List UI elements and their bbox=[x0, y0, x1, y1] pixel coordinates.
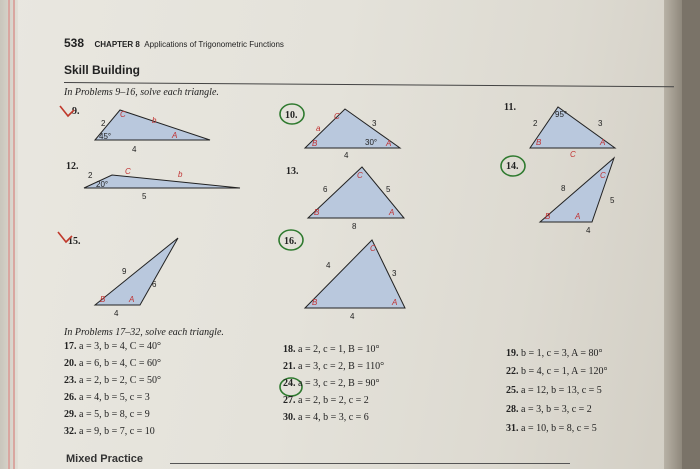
svg-text:b: b bbox=[178, 170, 183, 179]
triangle-9 bbox=[95, 110, 210, 154]
problem-20: 20. a = 6, b = 4, C = 60° bbox=[64, 358, 162, 369]
problem-23: 23. a = 2, b = 2, C = 50° bbox=[64, 375, 162, 386]
svg-text:A: A bbox=[575, 212, 581, 221]
circle-mark-icon bbox=[280, 104, 304, 124]
mixed-practice-rule bbox=[170, 463, 570, 464]
mixed-practice-heading: Mixed Practice bbox=[66, 453, 144, 465]
svg-text:B: B bbox=[545, 212, 551, 221]
triangle-11 bbox=[530, 107, 615, 159]
problem-22: 22. b = 4, c = 1, A = 120° bbox=[506, 366, 608, 377]
svg-text:B: B bbox=[100, 295, 106, 304]
svg-text:C: C bbox=[120, 110, 126, 119]
svg-text:A: A bbox=[129, 295, 135, 304]
svg-text:30°: 30° bbox=[365, 138, 378, 147]
svg-text:4: 4 bbox=[350, 312, 355, 321]
svg-text:C: C bbox=[357, 171, 363, 180]
svg-text:C: C bbox=[334, 112, 340, 121]
chapter-title: Applications of Trigonometric Functions bbox=[144, 40, 284, 49]
svg-text:6: 6 bbox=[152, 280, 157, 289]
svg-text:2: 2 bbox=[88, 171, 93, 180]
triangle-12 bbox=[84, 167, 240, 201]
svg-text:B: B bbox=[312, 139, 318, 148]
svg-text:C: C bbox=[370, 244, 376, 253]
chapter-label: CHAPTER 8 bbox=[94, 40, 140, 49]
svg-text:b: b bbox=[152, 116, 157, 125]
problem-label-10: 10. bbox=[285, 110, 298, 121]
svg-text:5: 5 bbox=[142, 192, 147, 201]
svg-text:3: 3 bbox=[598, 119, 603, 128]
problem-26: 26. a = 4, b = 5, c = 3 bbox=[64, 392, 150, 403]
instructions-9-16: In Problems 9–16, solve each triangle. bbox=[64, 87, 219, 98]
problem-25: 25. a = 12, b = 13, c = 5 bbox=[506, 385, 602, 396]
svg-text:C: C bbox=[570, 150, 576, 159]
svg-text:2: 2 bbox=[533, 119, 538, 128]
problem-29: 29. a = 5, b = 8, c = 9 bbox=[64, 409, 150, 420]
section-title: Skill Building bbox=[64, 63, 141, 77]
svg-text:5: 5 bbox=[610, 196, 615, 205]
svg-text:4: 4 bbox=[344, 151, 349, 160]
problem-27: 27. a = 2, b = 2, c = 2 bbox=[283, 395, 369, 406]
svg-text:95°: 95° bbox=[555, 110, 568, 119]
svg-text:A: A bbox=[172, 131, 178, 140]
triangle-13 bbox=[308, 167, 404, 231]
problem-21: 21. a = 3, c = 2, B = 110° bbox=[283, 361, 385, 372]
svg-text:A: A bbox=[600, 138, 606, 147]
problem-label-12: 12. bbox=[66, 161, 79, 172]
problem-label-11: 11. bbox=[504, 102, 516, 113]
svg-text:2: 2 bbox=[101, 119, 106, 128]
svg-text:4: 4 bbox=[132, 145, 137, 154]
svg-text:8: 8 bbox=[352, 222, 357, 231]
problem-label-15: 15. bbox=[68, 236, 81, 247]
problem-24: 24. a = 3, c = 2, B = 90° bbox=[283, 378, 380, 389]
svg-text:3: 3 bbox=[392, 269, 397, 278]
svg-text:C: C bbox=[125, 167, 131, 176]
svg-text:A: A bbox=[389, 208, 395, 217]
check-mark-icon bbox=[60, 106, 74, 116]
check-mark-icon bbox=[58, 232, 72, 242]
triangle-16 bbox=[305, 240, 405, 321]
svg-text:9: 9 bbox=[122, 267, 127, 276]
problem-label-9: 9. bbox=[72, 106, 80, 117]
svg-text:A: A bbox=[392, 298, 398, 307]
problem-label-13: 13. bbox=[286, 166, 299, 177]
triangle-15 bbox=[95, 238, 178, 318]
svg-text:20°: 20° bbox=[96, 180, 109, 189]
svg-text:B: B bbox=[536, 138, 542, 147]
triangle-10 bbox=[305, 109, 400, 160]
triangle-14 bbox=[540, 158, 615, 235]
svg-text:B: B bbox=[312, 298, 318, 307]
problem-17: 17. a = 3, b = 4, C = 40° bbox=[64, 341, 162, 352]
problem-32: 32. a = 9, b = 7, c = 10 bbox=[64, 426, 155, 437]
instructions-17-32: In Problems 17–32, solve each triangle. bbox=[64, 327, 224, 338]
problem-28: 28. a = 3, b = 3, c = 2 bbox=[506, 404, 592, 415]
problem-19: 19. b = 1, c = 3, A = 80° bbox=[506, 348, 603, 359]
svg-text:4: 4 bbox=[586, 226, 591, 235]
svg-text:C: C bbox=[600, 171, 606, 180]
problem-label-14: 14. bbox=[506, 161, 519, 172]
problem-31: 31. a = 10, b = 8, c = 5 bbox=[506, 423, 597, 434]
svg-text:4: 4 bbox=[114, 309, 119, 318]
svg-text:B: B bbox=[314, 208, 320, 217]
svg-text:4: 4 bbox=[326, 261, 331, 270]
circle-mark-icon bbox=[279, 230, 303, 250]
svg-text:A: A bbox=[386, 139, 392, 148]
svg-text:8: 8 bbox=[561, 184, 566, 193]
problem-label-16: 16. bbox=[284, 236, 297, 247]
svg-text:5: 5 bbox=[386, 185, 391, 194]
circle-mark-icon bbox=[501, 156, 525, 176]
svg-text:a: a bbox=[316, 124, 321, 133]
svg-text:3: 3 bbox=[372, 119, 377, 128]
problem-30: 30. a = 4, b = 3, c = 6 bbox=[283, 412, 369, 423]
svg-text:6: 6 bbox=[323, 185, 328, 194]
problem-18: 18. a = 2, c = 1, B = 10° bbox=[283, 344, 380, 355]
page-number: 538 bbox=[64, 36, 85, 50]
svg-text:45°: 45° bbox=[99, 132, 112, 141]
